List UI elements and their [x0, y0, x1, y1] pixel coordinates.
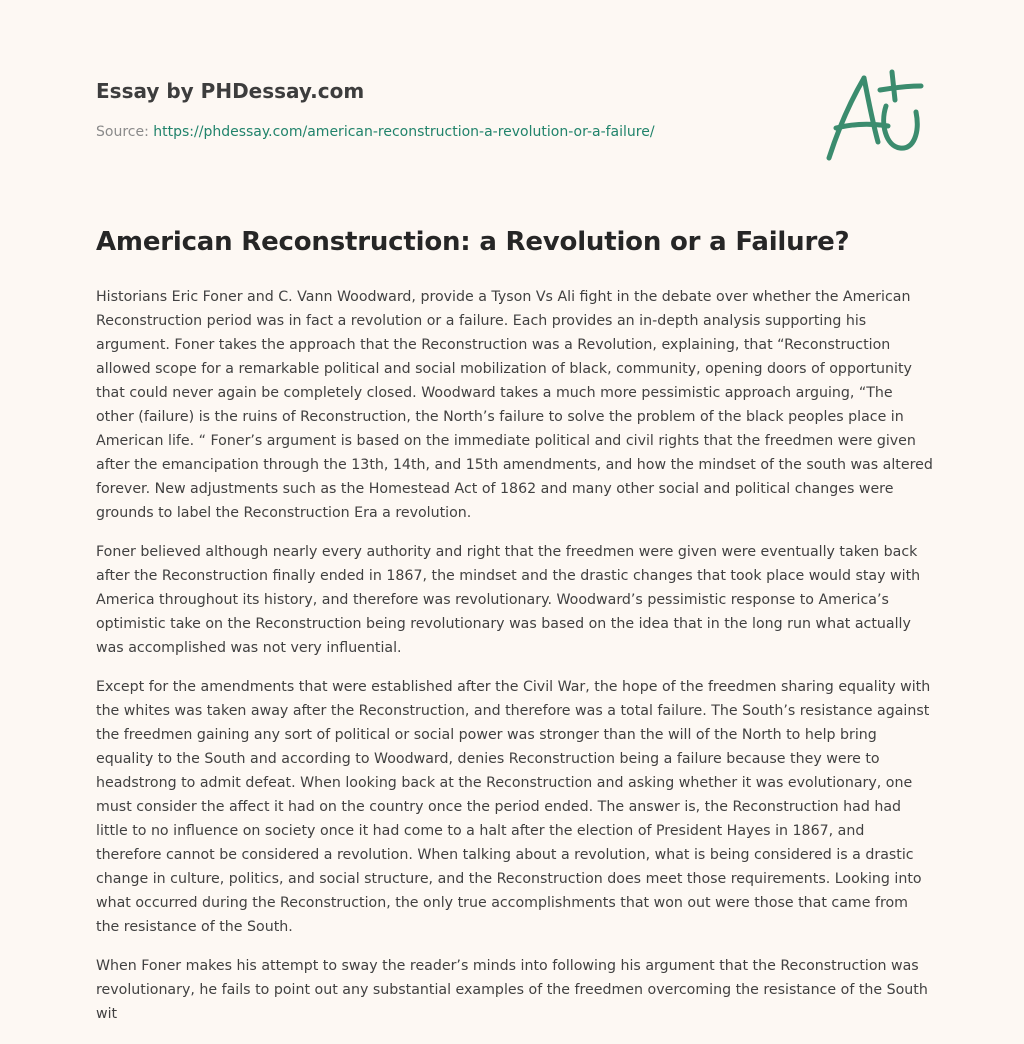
essay-paragraph: Foner believed although nearly every authority and right that the freedmen were given were eventually taken back after the Reconstruction finally ended in 1867, the mindset and the drastic changes that took place would stay with America throughout its history, and therefore was revolutionary. Woodward’s pessimistic response to America’s optimistic take on the Reconstruction being revolutionary was based on the idea that in the long run what actually was accomplished was not very influential. — [96, 544, 921, 656]
essay-body — [96, 285, 934, 1041]
essay-paragraph: When Foner makes his attempt to sway the reader’s minds into following his argument that the Reconstruction was revolutionary, he fails to point out any substantial examples of the freedmen overcoming the resistance of the South wit — [96, 958, 928, 1022]
essay-title: American Reconstruction: a Revolution or a Failure? — [96, 227, 850, 257]
source-link[interactable]: https://phdessay.com/american-reconstruction-a-revolution-or-a-failure/ — [153, 124, 655, 140]
source-line — [96, 124, 655, 140]
essay-paragraph: Historians Eric Foner and C. Vann Woodward, provide a Tyson Vs Ali fight in the debate over whether the American Reconstruction period was in fact a revolution or a failure. Each provides an in-depth analysis supporting his argument. Foner takes the approach that the Reconstruction was a Revolution, explaining, that “Reconstruction allowed scope for a remarkable political and social mobilization of black, community, opening doors of opportunity that could never again be completely closed. Woodward takes a much more pessimistic approach arguing, “The other (failure) is the ruins of Reconstruction, the North’s failure to solve the problem of the black peoples place in American life. “ Foner’s argument is based on the immediate political and civil rights that the freedmen were given after the emancipation through the 13th, 14th, and 15th amendments, and how the mindset of the south was altered forever. New adjustments such as the Homestead Act of 1862 and many other social and political changes were grounds to label the Reconstruction Era a revolution. — [96, 289, 933, 521]
a-plus-logo-icon — [820, 68, 930, 164]
site-brand: Essay by PHDessay.com — [96, 79, 365, 103]
source-label: Source: — [96, 124, 154, 140]
essay-paragraph: Except for the amendments that were established after the Civil War, the hope of the freedmen sharing equality with the whites was taken away after the Reconstruction, and therefore was a total failure. The South’s resistance against the freedmen gaining any sort of political or social power was stronger than the will of the North to help bring equality to the South and according to Woodward, denies Reconstruction being a failure because they were to headstrong to admit defeat. When looking back at the Reconstruction and asking whether it was evolutionary, one must consider the affect it had on the country once the period ended. The answer is, the Reconstruction had had little to no influence on society once it had come to a halt after the election of President Hayes in 1867, and therefore cannot be considered a revolution. When talking about a revolution, what is being considered is a drastic change in culture, politics, and social structure, and the Reconstruction does meet those requirements. Looking into what occurred during the Reconstruction, the only true accomplishments that won out were those that came from the resistance of the South. — [96, 679, 931, 935]
